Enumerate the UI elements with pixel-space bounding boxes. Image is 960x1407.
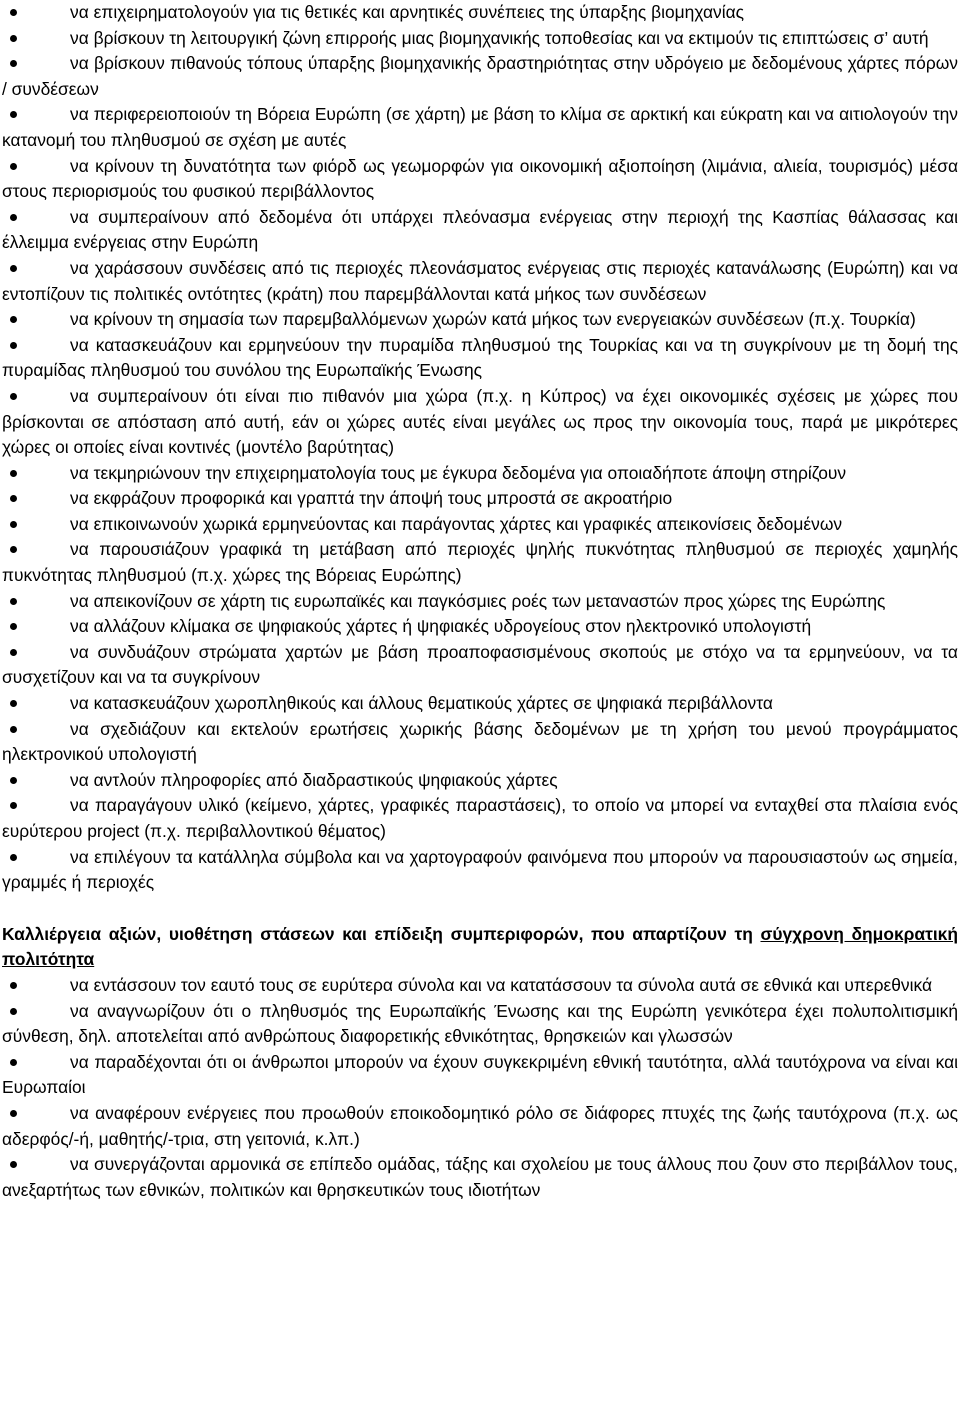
list-item: να κρίνουν τη δυνατότητα των φιόρδ ως γεωμορφών για οικονομική αξιοποίηση (λιμάνια, αλιεία, τουρισμός) μέσα στους περιορισμούς του φυσικού περιβάλλοντος [2,154,958,205]
list-item: να αναφέρουν ενέργειες που προωθούν εποικοδομητικό ρόλο σε διάφορες πτυχές της ζωής ταυτόχρονα (π.χ. ως αδερφός/-ή, μαθητής/-τρια, στη γειτονιά, κ.λπ.) [2,1101,958,1152]
list-item: να αλλάζουν κλίμακα σε ψηφιακούς χάρτες ή ψηφιακές υδρογείους στον ηλεκτρονικό υπολογιστή [2,614,958,640]
section-heading-text: Καλλιέργεια αξιών, υιοθέτηση στάσεων και επίδειξη συμπεριφορών, που απαρτίζουν τη [2,923,761,944]
list-item: να επιλέγουν τα κατάλληλα σύμβολα και να χαρτογραφούν φαινόμενα που μπορούν να παρουσιαστούν ως σημεία, γραμμές ή περιοχές [2,845,958,896]
list-item: να αναγνωρίζουν ότι ο πληθυσμός της Ευρωπαϊκής Ένωσης και της Ευρώπη γενικότερα έχει πολυπολιτισμική σύνθεση, δηλ. αποτελείται από ανθρώπους διαφορετικής εθνικότητας, θρησκειών και γλωσσών [2,999,958,1050]
list-item: να βρίσκουν τη λειτουργική ζώνη επιρροής μιας βιομηχανικής τοποθεσίας και να εκτιμούν τις επιπτώσεις σ’ αυτή [2,26,958,52]
list-item: να αντλούν πληροφορίες από διαδραστικούς ψηφιακούς χάρτες [2,768,958,794]
list-item: να συνδυάζουν στρώματα χαρτών με βάση προαποφασισμένους σκοπούς με στόχο να τα ερμηνεύουν, να τα συσχετίζουν και να τα συγκρίνουν [2,640,958,691]
list-item: να κατασκευάζουν και ερμηνεύουν την πυραμίδα πληθυσμού της Τουρκίας και να τη συγκρίνουν με τη δομή της πυραμίδας πληθυσμού του συνόλου της Ευρωπαϊκής Ένωσης [2,333,958,384]
list-item: να τεκμηριώνουν την επιχειρηματολογία τους με έγκυρα δεδομένα για οποιαδήποτε άποψη στηρίζουν [2,461,958,487]
list-item: να επιχειρηματολογούν για τις θετικές και αρνητικές συνέπειες της ύπαρξης βιομηχανίας [2,0,958,26]
list-item: να απεικονίζουν σε χάρτη τις ευρωπαϊκές και παγκόσμιες ροές των μεταναστών προς χώρες της Ευρώπης [2,589,958,615]
list-item: να εκφράζουν προφορικά και γραπτά την άποψή τους μπροστά σε ακροατήριο [2,486,958,512]
list-item: να κρίνουν τη σημασία των παρεμβαλλόμενων χωρών κατά μήκος των ενεργειακών συνδέσεων (π.χ. Τουρκία) [2,307,958,333]
list-item: να επικοινωνούν χωρικά ερμηνεύοντας και παράγοντας χάρτες και γραφικές απεικονίσεις δεδομένων [2,512,958,538]
list-item: να συμπεραίνουν ότι είναι πιο πιθανόν μια χώρα (π.χ. η Κύπρος) να έχει οικονομικές σχέσεις με χώρες που βρίσκονται σε απόσταση από αυτή, εάν οι χώρες αυτές είναι μεγάλες ως προς την οικονομία τους, παρά με μικρότερες χώρες οι οποίες είναι κοντινές (μοντέλο βαρύτητας) [2,384,958,461]
list-item: να παραγάγουν υλικό (κείμενο, χάρτες, γραφικές παραστάσεις), το οποίο να μπορεί να ενταχθεί στα πλαίσια ενός ευρύτερου project (π.χ. περιβαλλοντικού θέματος) [2,793,958,844]
objectives-list [2,0,958,896]
values-list [2,973,958,1203]
list-item: να παραδέχονται ότι οι άνθρωποι μπορούν να έχουν συγκεκριμένη εθνική ταυτότητα, αλλά ταυτόχρονα να είναι και Ευρωπαίοι [2,1050,958,1101]
list-item: να συμπεραίνουν από δεδομένα ότι υπάρχει πλεόνασμα ενέργειας στην περιοχή της Κασπίας θάλασσας και έλλειμμα ενέργειας στην Ευρώπη [2,205,958,256]
list-item: να συνεργάζονται αρμονικά σε επίπεδο ομάδας, τάξης και σχολείου με τους άλλους που ζουν στο περιβάλλον τους, ανεξαρτήτως των εθνικών, πολιτικών και θρησκευτικών τους ιδιοτήτων [2,1152,958,1203]
list-item: να σχεδιάζουν και εκτελούν ερωτήσεις χωρικής βάσης δεδομένων με τη χρήση του μενού προγράμματος ηλεκτρονικού υπολογιστή [2,717,958,768]
list-item: να παρουσιάζουν γραφικά τη μετάβαση από περιοχές ψηλής πυκνότητας πληθυσμού σε περιοχές χαμηλής πυκνότητας πληθυσμού (π.χ. χώρες της Βόρειας Ευρώπης) [2,537,958,588]
list-item: να χαράσσουν συνδέσεις από τις περιοχές πλεονάσματος ενέργειας στις περιοχές κατανάλωσης (Ευρώπη) και να εντοπίζουν τις πολιτικές οντότητες (κράτη) που παρεμβάλλονται κατά μήκος των συνδέσεων [2,256,958,307]
section-heading-underlined: σύγχρονη δημοκρατική πολιτότητα [2,923,959,970]
section-gap [2,896,958,922]
list-item: να περιφερειοποιούν τη Βόρεια Ευρώπη (σε χάρτη) με βάση το κλίμα σε αρκτική και εύκρατη και να αιτιολογούν την κατανομή του πληθυσμού σε σχέση με αυτές [2,102,958,153]
list-item: να βρίσκουν πιθανούς τόπους ύπαρξης βιομηχανικής δραστηριότητας στην υδρόγειο με δεδομένους χάρτες πόρων / συνδέσεων [2,51,958,102]
list-item: να κατασκευάζουν χωροπληθικούς και άλλους θεματικούς χάρτες σε ψηφιακά περιβάλλοντα [2,691,958,717]
section-heading [2,922,958,973]
list-item: να εντάσσουν τον εαυτό τους σε ευρύτερα σύνολα και να κατατάσσουν τα σύνολα αυτά σε εθνικά και υπερεθνικά [2,973,958,999]
